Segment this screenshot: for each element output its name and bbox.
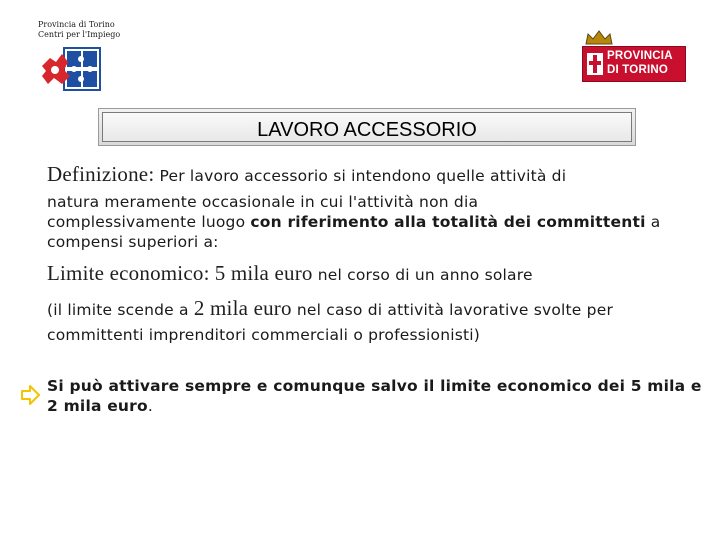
exception-text-b: nel caso di attività lavorative svolte per bbox=[296, 301, 614, 319]
exception-text-a: (il limite scende a bbox=[47, 301, 189, 319]
left-logo-line1: Provincia di Torino bbox=[38, 20, 115, 29]
limit-amount: 5 mila euro bbox=[214, 261, 313, 285]
definition-text-d: a compensi superiori a: bbox=[47, 213, 661, 251]
provincia-badge bbox=[582, 46, 686, 82]
limit-label: Limite economico: bbox=[47, 261, 210, 285]
cross-icon bbox=[587, 53, 603, 75]
limit-line bbox=[47, 261, 533, 286]
definition-body bbox=[47, 192, 687, 252]
provincia-badge-text bbox=[607, 50, 673, 77]
definition-text-bold: con riferimento alla totalità dei committenti bbox=[250, 213, 646, 231]
right-logo-line1: PROVINCIA bbox=[607, 50, 673, 62]
definition-first-line bbox=[47, 164, 687, 186]
provincia-torino-logo bbox=[578, 28, 688, 84]
definition-text-c: complessivamente luogo bbox=[47, 213, 246, 231]
provincia-centri-impiego-logo bbox=[38, 20, 148, 40]
definition-text-b: natura meramente occasionale in cui l'attività non dia bbox=[47, 193, 479, 211]
note-paragraph bbox=[47, 376, 707, 416]
page-title: LAVORO ACCESSORIO bbox=[257, 119, 477, 141]
note-text: Si può attivare sempre e comunque salvo il limite economico dei 5 mila e 2 mila euro bbox=[47, 377, 702, 415]
arrow-bullet-icon bbox=[20, 385, 40, 405]
exception-text-c: committenti imprenditori commerciali o professionisti) bbox=[47, 326, 481, 344]
title-banner bbox=[98, 108, 636, 146]
left-logo-line2: Centri per l'Impiego bbox=[38, 30, 121, 39]
definition-label: Definizione: bbox=[47, 162, 155, 186]
title-banner-inner bbox=[102, 112, 632, 142]
definition-paragraph bbox=[47, 164, 687, 252]
definition-text-a: Per lavoro accessorio si intendono quelle attività di bbox=[159, 167, 567, 185]
right-logo-line2: DI TORINO bbox=[607, 63, 669, 76]
crown-icon bbox=[584, 28, 614, 46]
limit-text: nel corso di un anno solare bbox=[317, 266, 533, 284]
puzzle-icon bbox=[38, 44, 104, 94]
exception-amount: 2 mila euro bbox=[193, 296, 292, 320]
exception-paragraph bbox=[47, 296, 707, 348]
note-end: . bbox=[147, 397, 153, 415]
